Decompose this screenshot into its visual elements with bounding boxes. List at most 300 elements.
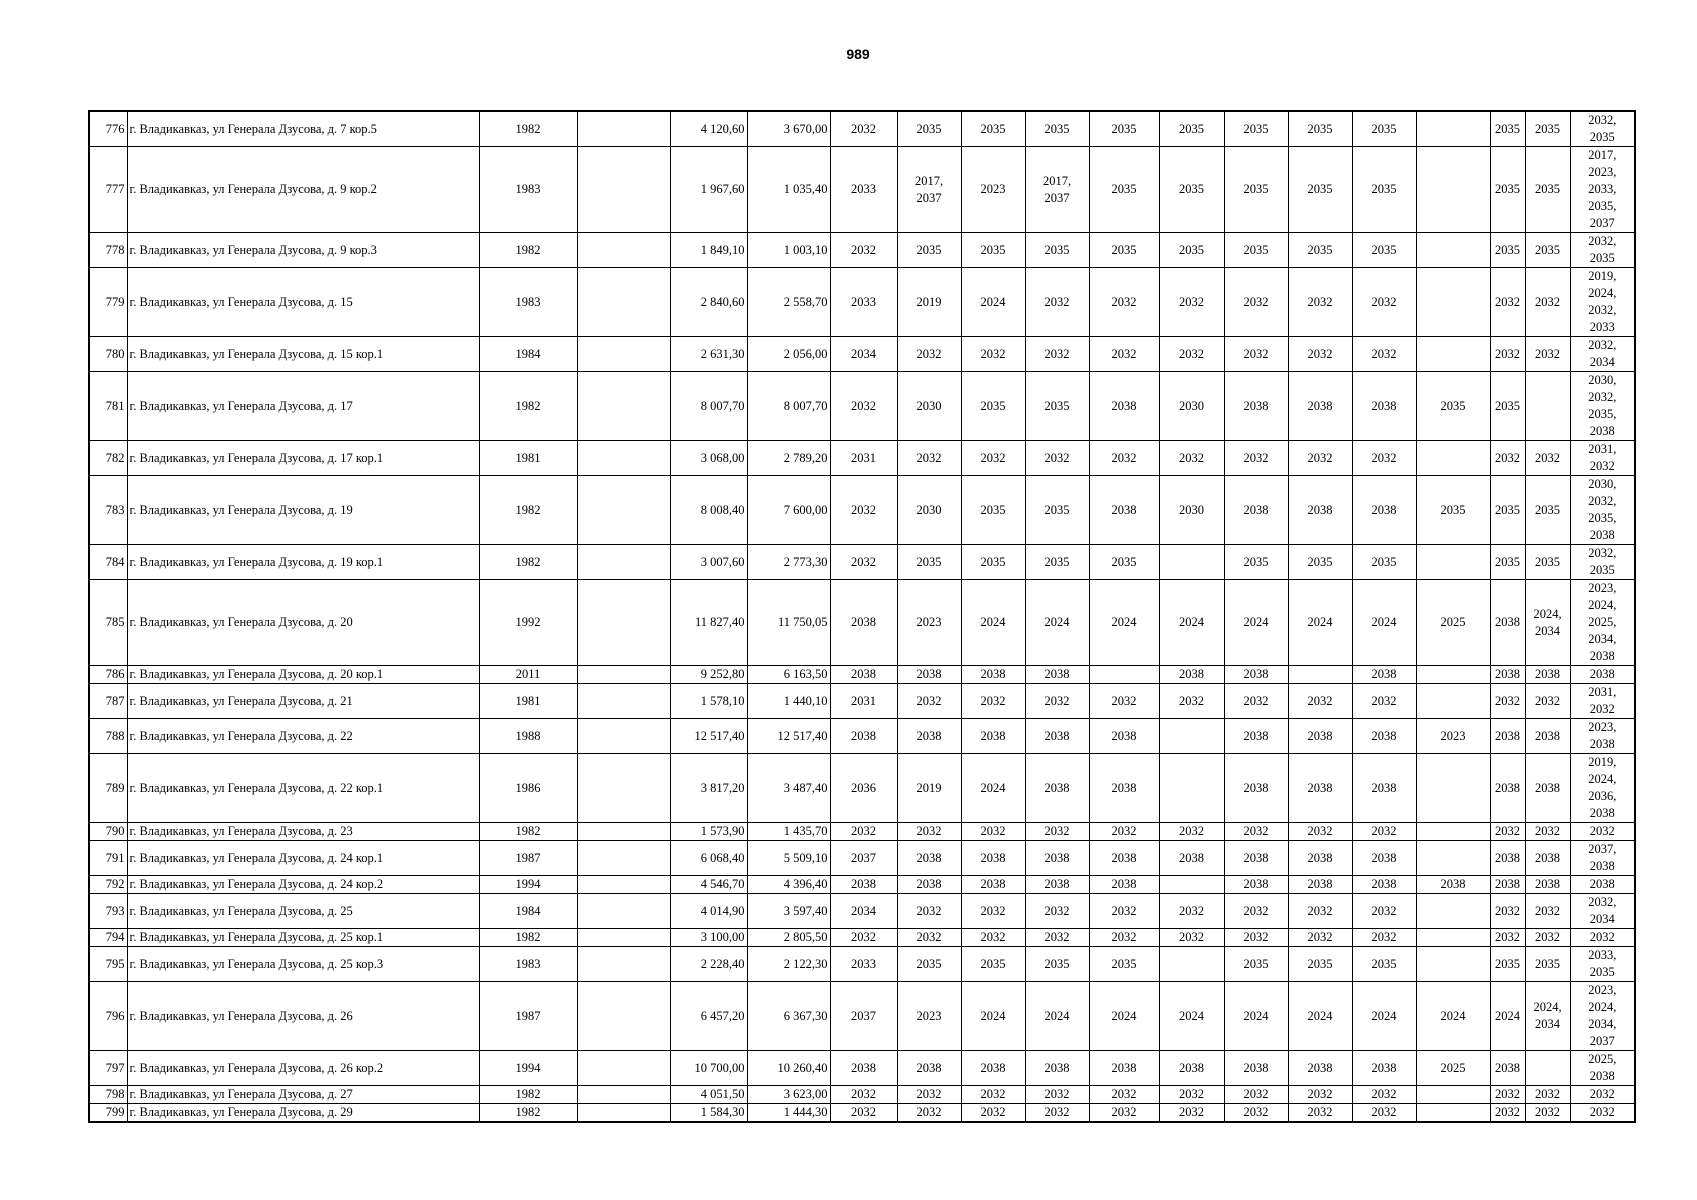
year-cell: 2032 [1352,337,1416,372]
year-cell [1416,947,1490,982]
living-area-cell: 1 035,40 [747,147,830,233]
row-number: 796 [89,982,127,1051]
total-area-cell: 3 068,00 [670,441,747,476]
year-cell [1416,111,1490,147]
year-cell [1416,233,1490,268]
year-cell [1525,372,1570,441]
year-cell: 2032 [961,1104,1025,1123]
year-cell: 2035 [1490,947,1525,982]
year-cell: 2032 [1352,268,1416,337]
total-area-cell: 2 840,60 [670,268,747,337]
year-cell: 2038 [1089,754,1159,823]
year-cell: 2032 [1089,1086,1159,1104]
year-cell: 2032 [897,684,961,719]
year-cell: 2038 [1288,876,1352,894]
year-cell: 2038 [1159,841,1224,876]
empty-cell [577,337,670,372]
year-cell: 2035 [1352,147,1416,233]
year-cell: 2032 [1089,1104,1159,1123]
year-cell: 2038 [1288,372,1352,441]
year-cell: 2035 [1490,545,1525,580]
build-year-cell: 1981 [479,684,577,719]
year-cell: 2030, 2032, 2035, 2038 [1570,372,1635,441]
row-number: 790 [89,823,127,841]
total-area-cell: 6 068,40 [670,841,747,876]
year-cell: 2030, 2032, 2035, 2038 [1570,476,1635,545]
page-number: 989 [846,46,870,62]
year-cell: 2032 [897,1086,961,1104]
year-cell: 2038 [1490,666,1525,684]
year-cell: 2037 [830,841,897,876]
year-cell: 2032 [1525,684,1570,719]
year-cell: 2035 [1159,111,1224,147]
year-cell: 2035 [1025,372,1089,441]
total-area-cell: 4 051,50 [670,1086,747,1104]
row-number: 799 [89,1104,127,1123]
year-cell: 2025 [1416,580,1490,666]
year-cell: 2031 [830,441,897,476]
year-cell: 2035 [1089,111,1159,147]
year-cell: 2023 [897,982,961,1051]
year-cell: 2032 [1025,1086,1089,1104]
year-cell: 2032 [1352,929,1416,947]
row-number: 776 [89,111,127,147]
year-cell: 2035 [1025,233,1089,268]
year-cell: 2032 [1159,268,1224,337]
year-cell: 2032 [961,823,1025,841]
year-cell [1159,947,1224,982]
empty-cell [577,876,670,894]
year-cell [1416,441,1490,476]
year-cell: 2032 [1159,894,1224,929]
year-cell: 2032 [1288,929,1352,947]
year-cell: 2038 [1288,754,1352,823]
total-area-cell: 1 573,90 [670,823,747,841]
year-cell: 2035 [1025,545,1089,580]
year-cell: 2032 [1089,684,1159,719]
build-year-cell: 1982 [479,111,577,147]
year-cell: 2038 [830,580,897,666]
year-cell: 2032 [1159,337,1224,372]
table-row [89,337,1635,372]
year-cell [1416,894,1490,929]
year-cell: 2030 [897,372,961,441]
address-cell: г. Владикавказ, ул Генерала Дзусова, д. 24 кор.1 [127,841,479,876]
year-cell: 2038 [1089,372,1159,441]
year-cell: 2023, 2024, 2025, 2034, 2038 [1570,580,1635,666]
year-cell: 2032 [830,929,897,947]
year-cell: 2023, 2024, 2034, 2037 [1570,982,1635,1051]
year-cell: 2032 [961,441,1025,476]
address-cell: г. Владикавказ, ул Генерала Дзусова, д. 15 [127,268,479,337]
year-cell: 2032 [830,545,897,580]
year-cell [1159,545,1224,580]
year-cell: 2038 [1224,876,1288,894]
total-area-cell: 9 252,80 [670,666,747,684]
year-cell: 2032 [1525,1104,1570,1123]
year-cell: 2032 [1159,441,1224,476]
address-cell: г. Владикавказ, ул Генерала Дзусова, д. 25 кор.3 [127,947,479,982]
year-cell: 2032, 2035 [1570,233,1635,268]
year-cell: 2038 [1025,1051,1089,1086]
year-cell: 2035 [1416,372,1490,441]
year-cell: 2032 [1490,1086,1525,1104]
address-cell: г. Владикавказ, ул Генерала Дзусова, д. 19 кор.1 [127,545,479,580]
year-cell: 2024 [1089,580,1159,666]
year-cell: 2032 [830,476,897,545]
total-area-cell: 6 457,20 [670,982,747,1051]
year-cell: 2017, 2037 [897,147,961,233]
table-row [89,929,1635,947]
total-area-cell: 3 007,60 [670,545,747,580]
address-cell: г. Владикавказ, ул Генерала Дзусова, д. 26 кор.2 [127,1051,479,1086]
year-cell: 2032 [1159,1086,1224,1104]
year-cell: 2030 [1159,372,1224,441]
year-cell: 2035 [1288,147,1352,233]
year-cell: 2035 [1525,545,1570,580]
year-cell [1416,268,1490,337]
year-cell: 2024 [1089,982,1159,1051]
empty-cell [577,894,670,929]
living-area-cell: 1 444,30 [747,1104,830,1123]
row-number: 777 [89,147,127,233]
year-cell: 2038 [897,1051,961,1086]
table-row [89,666,1635,684]
table-row [89,545,1635,580]
empty-cell [577,147,670,233]
year-cell: 2024 [1159,982,1224,1051]
year-cell: 2024 [1025,580,1089,666]
year-cell: 2032 [1224,823,1288,841]
empty-cell [577,841,670,876]
row-number: 788 [89,719,127,754]
year-cell: 2035 [1025,476,1089,545]
row-number: 779 [89,268,127,337]
year-cell: 2035 [1025,947,1089,982]
year-cell: 2038 [1490,580,1525,666]
year-cell: 2038 [1089,1051,1159,1086]
year-cell: 2032 [1352,1104,1416,1123]
year-cell: 2032 [1490,337,1525,372]
year-cell: 2035 [961,111,1025,147]
year-cell: 2032 [1352,1086,1416,1104]
year-cell: 2035 [1159,233,1224,268]
year-cell: 2032 [897,441,961,476]
year-cell: 2038 [897,876,961,894]
year-cell: 2032 [1490,929,1525,947]
year-cell: 2038 [1025,719,1089,754]
row-number: 793 [89,894,127,929]
year-cell: 2038 [1352,841,1416,876]
year-cell: 2032 [830,111,897,147]
year-cell: 2031, 2032 [1570,441,1635,476]
year-cell [1416,684,1490,719]
year-cell: 2032 [897,929,961,947]
year-cell: 2038 [1224,372,1288,441]
total-area-cell: 4 014,90 [670,894,747,929]
year-cell: 2035 [1525,147,1570,233]
year-cell: 2035 [1089,545,1159,580]
empty-cell [577,1104,670,1123]
year-cell: 2035 [1525,233,1570,268]
year-cell: 2032 [1025,337,1089,372]
empty-cell [577,441,670,476]
table-row [89,876,1635,894]
year-cell: 2035 [1159,147,1224,233]
year-cell: 2032 [961,337,1025,372]
year-cell: 2024 [1352,580,1416,666]
year-cell: 2038 [1224,719,1288,754]
year-cell: 2032 [1288,684,1352,719]
year-cell: 2038 [1352,719,1416,754]
year-cell: 2032 [830,233,897,268]
living-area-cell: 6 163,50 [747,666,830,684]
year-cell: 2025 [1416,1051,1490,1086]
table-row [89,111,1635,147]
table-row [89,841,1635,876]
empty-cell [577,111,670,147]
year-cell: 2033 [830,147,897,233]
living-area-cell: 5 509,10 [747,841,830,876]
year-cell: 2032 [1224,684,1288,719]
year-cell: 2035 [1525,476,1570,545]
year-cell [1416,823,1490,841]
year-cell: 2032 [1288,441,1352,476]
empty-cell [577,754,670,823]
year-cell: 2038 [1224,754,1288,823]
year-cell: 2038 [1525,666,1570,684]
year-cell: 2032 [961,684,1025,719]
total-area-cell: 1 584,30 [670,1104,747,1123]
year-cell [1416,337,1490,372]
table-row [89,372,1635,441]
address-cell: г. Владикавказ, ул Генерала Дзусова, д. 26 [127,982,479,1051]
year-cell: 2019, 2024, 2032, 2033 [1570,268,1635,337]
year-cell: 2019, 2024, 2036, 2038 [1570,754,1635,823]
year-cell: 2024 [1224,580,1288,666]
year-cell: 2019 [897,268,961,337]
year-cell: 2032 [1525,268,1570,337]
year-cell: 2035 [1525,947,1570,982]
year-cell: 2038 [897,841,961,876]
living-area-cell: 1 003,10 [747,233,830,268]
year-cell: 2017, 2023, 2033, 2035, 2037 [1570,147,1635,233]
year-cell: 2032 [1089,823,1159,841]
year-cell: 2024, 2034 [1525,580,1570,666]
year-cell: 2032 [1490,441,1525,476]
living-area-cell: 2 122,30 [747,947,830,982]
year-cell: 2035 [1490,147,1525,233]
year-cell: 2024 [1224,982,1288,1051]
year-cell: 2033 [830,268,897,337]
year-cell: 2017, 2037 [1025,147,1089,233]
year-cell: 2035 [1490,111,1525,147]
row-number: 778 [89,233,127,268]
living-area-cell: 2 558,70 [747,268,830,337]
build-year-cell: 1987 [479,841,577,876]
year-cell: 2038 [1025,666,1089,684]
year-cell: 2038 [1288,719,1352,754]
year-cell [1416,1086,1490,1104]
table-row [89,982,1635,1051]
year-cell [1525,1051,1570,1086]
living-area-cell: 8 007,70 [747,372,830,441]
year-cell: 2032 [1525,1086,1570,1104]
housing-repair-table [88,110,1636,1123]
year-cell: 2032 [1288,337,1352,372]
year-cell: 2032 [1224,894,1288,929]
address-cell: г. Владикавказ, ул Генерала Дзусова, д. 29 [127,1104,479,1123]
table-row [89,754,1635,823]
year-cell: 2024 [1416,982,1490,1051]
year-cell: 2032 [1570,1086,1635,1104]
build-year-cell: 1983 [479,268,577,337]
year-cell: 2032, 2034 [1570,894,1635,929]
living-area-cell: 3 597,40 [747,894,830,929]
year-cell: 2032 [1490,684,1525,719]
row-number: 789 [89,754,127,823]
year-cell: 2032 [1288,1086,1352,1104]
year-cell: 2032 [1224,1086,1288,1104]
year-cell: 2032 [1089,894,1159,929]
year-cell: 2035 [897,947,961,982]
total-area-cell: 10 700,00 [670,1051,747,1086]
year-cell: 2032 [1288,268,1352,337]
year-cell: 2032 [830,823,897,841]
year-cell: 2023 [1416,719,1490,754]
living-area-cell: 1 435,70 [747,823,830,841]
row-number: 786 [89,666,127,684]
year-cell: 2038 [1224,841,1288,876]
living-area-cell: 6 367,30 [747,982,830,1051]
year-cell: 2038 [1089,876,1159,894]
year-cell: 2023, 2038 [1570,719,1635,754]
year-cell: 2032 [1224,1104,1288,1123]
year-cell: 2035 [1089,233,1159,268]
year-cell: 2038 [830,876,897,894]
row-number: 784 [89,545,127,580]
total-area-cell: 11 827,40 [670,580,747,666]
year-cell: 2035 [1490,476,1525,545]
year-cell: 2038 [1490,1051,1525,1086]
empty-cell [577,545,670,580]
year-cell: 2038 [1525,841,1570,876]
year-cell: 2038 [1352,666,1416,684]
year-cell: 2038 [1089,476,1159,545]
year-cell: 2031 [830,684,897,719]
year-cell: 2032, 2035 [1570,111,1635,147]
year-cell: 2035 [1525,111,1570,147]
year-cell: 2032 [1025,823,1089,841]
address-cell: г. Владикавказ, ул Генерала Дзусова, д. 7 кор.5 [127,111,479,147]
year-cell: 2024 [1159,580,1224,666]
year-cell: 2035 [1288,233,1352,268]
year-cell: 2032 [1025,268,1089,337]
year-cell: 2038 [1352,1051,1416,1086]
year-cell: 2038 [1570,666,1635,684]
year-cell: 2035 [1224,111,1288,147]
year-cell: 2035 [1490,372,1525,441]
year-cell: 2038 [961,841,1025,876]
build-year-cell: 1982 [479,929,577,947]
address-cell: г. Владикавказ, ул Генерала Дзусова, д. 25 кор.1 [127,929,479,947]
build-year-cell: 1981 [479,441,577,476]
year-cell: 2038 [1224,1051,1288,1086]
year-cell: 2032 [897,823,961,841]
year-cell: 2023 [897,580,961,666]
address-cell: г. Владикавказ, ул Генерала Дзусова, д. 22 кор.1 [127,754,479,823]
living-area-cell: 12 517,40 [747,719,830,754]
year-cell: 2038 [1224,666,1288,684]
build-year-cell: 1984 [479,337,577,372]
year-cell: 2038 [1025,876,1089,894]
year-cell [1416,147,1490,233]
total-area-cell: 3 100,00 [670,929,747,947]
year-cell: 2032 [1352,894,1416,929]
address-cell: г. Владикавказ, ул Генерала Дзусова, д. 27 [127,1086,479,1104]
year-cell: 2032 [1490,1104,1525,1123]
total-area-cell: 1 849,10 [670,233,747,268]
year-cell: 2032 [1224,441,1288,476]
row-number: 791 [89,841,127,876]
year-cell: 2035 [1025,111,1089,147]
row-number: 783 [89,476,127,545]
total-area-cell: 8 008,40 [670,476,747,545]
year-cell: 2031, 2032 [1570,684,1635,719]
empty-cell [577,929,670,947]
year-cell: 2038 [961,1051,1025,1086]
address-cell: г. Владикавказ, ул Генерала Дзусова, д. 9 кор.3 [127,233,479,268]
build-year-cell: 1994 [479,1051,577,1086]
year-cell: 2035 [1352,233,1416,268]
total-area-cell: 4 120,60 [670,111,747,147]
year-cell: 2032 [1352,441,1416,476]
table-row [89,580,1635,666]
empty-cell [577,372,670,441]
year-cell: 2035 [1352,947,1416,982]
total-area-cell: 4 546,70 [670,876,747,894]
table-row [89,233,1635,268]
row-number: 797 [89,1051,127,1086]
year-cell: 2038 [1525,719,1570,754]
empty-cell [577,1086,670,1104]
year-cell: 2032 [1025,894,1089,929]
row-number: 787 [89,684,127,719]
year-cell: 2038 [897,666,961,684]
table-row [89,147,1635,233]
year-cell: 2032 [1224,268,1288,337]
year-cell: 2024 [1288,580,1352,666]
year-cell: 2032 [897,337,961,372]
row-number: 780 [89,337,127,372]
year-cell: 2038 [1352,372,1416,441]
year-cell: 2038 [1288,1051,1352,1086]
year-cell: 2032 [1025,1104,1089,1123]
total-area-cell: 12 517,40 [670,719,747,754]
build-year-cell: 1984 [479,894,577,929]
year-cell: 2032 [1025,684,1089,719]
year-cell [1159,876,1224,894]
year-cell: 2032 [1490,268,1525,337]
address-cell: г. Владикавказ, ул Генерала Дзусова, д. 20 [127,580,479,666]
year-cell: 2032 [1159,823,1224,841]
year-cell: 2038 [1352,876,1416,894]
address-cell: г. Владикавказ, ул Генерала Дзусова, д. 22 [127,719,479,754]
table-row [89,1086,1635,1104]
year-cell [1288,666,1352,684]
year-cell: 2035 [1288,947,1352,982]
year-cell: 2035 [1352,545,1416,580]
